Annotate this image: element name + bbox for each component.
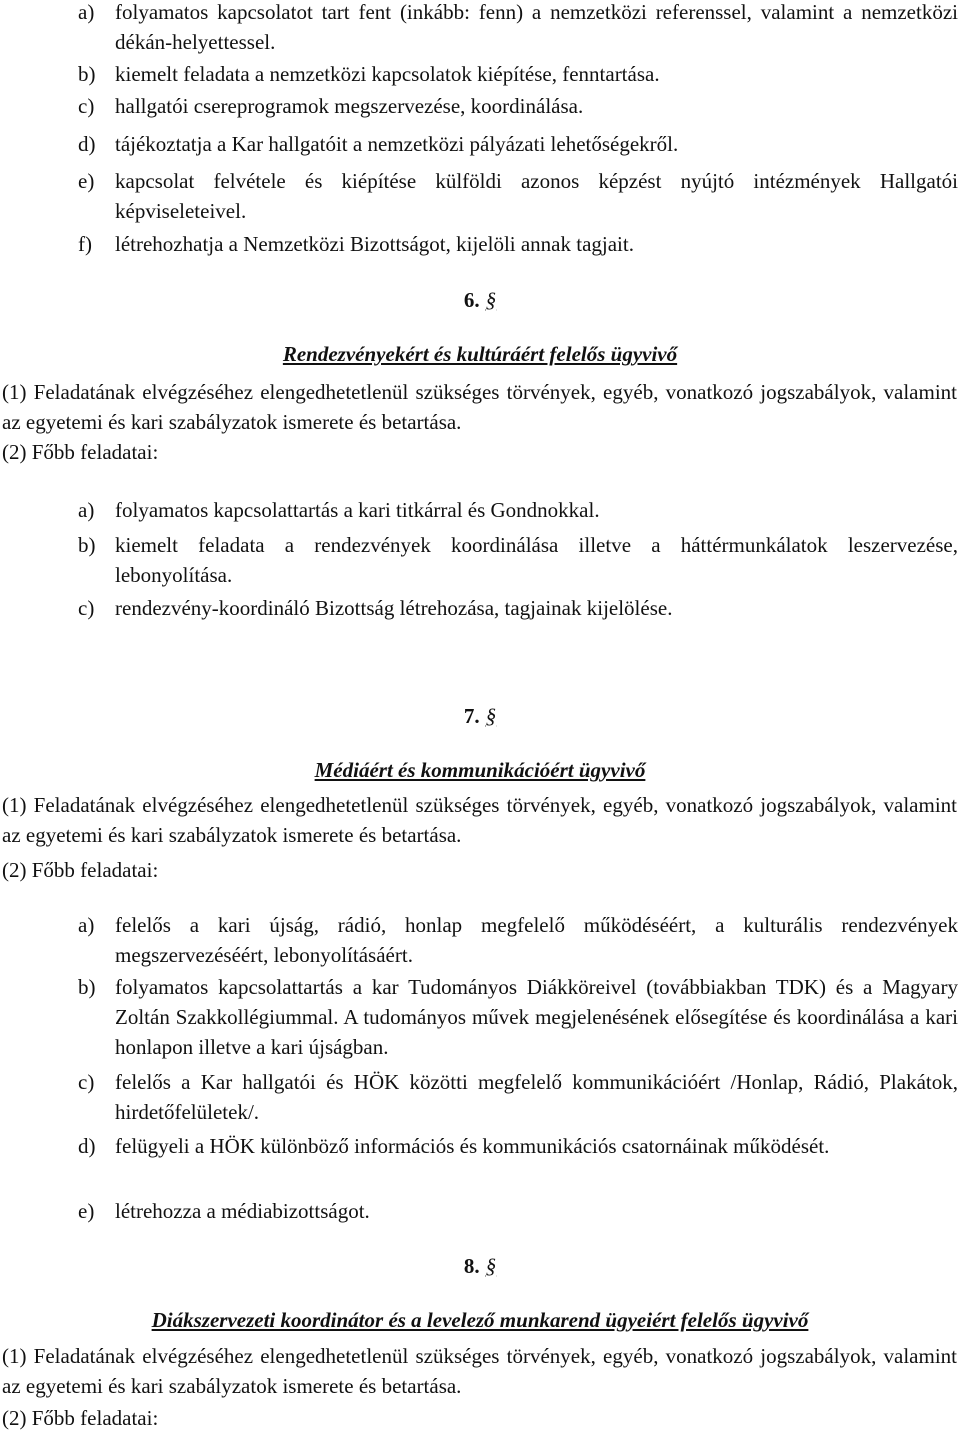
section-number-text: 6. xyxy=(463,288,480,312)
item-text: rendezvény-koordináló Bizottság létrehozása, tagjainak kijelölése. xyxy=(115,596,673,620)
item-text: folyamatos kapcsolattartás a kari titkárral és Gondnokkal. xyxy=(115,498,600,522)
item-label: d) xyxy=(78,132,96,156)
item-label: e) xyxy=(78,169,95,193)
item-text: felelős a kari újság, rádió, honlap megfelelő működéséért, a kulturális rendezvények megszervezéséért, lebonyolításáért. xyxy=(115,913,958,967)
item-text: folyamatos kapcsolatot tart fent (inkább: fenn) a nemzetközi referenssel, valamint a nemzetközi dékán-helyettessel. xyxy=(115,0,958,54)
item-text: kiemelt feladata a nemzetközi kapcsolatok kiépítése, fenntartása. xyxy=(115,62,660,86)
item-label: a) xyxy=(78,498,95,522)
item-text: folyamatos kapcsolattartás a kar Tudományos Diákköreivel (továbbiakban TDK) és a Magyary Zoltán Szakkollégiummal. A tudományos művek megjelenésének elősegítése és koordinálása a kari honlapon illetve a kari újságban. xyxy=(115,975,958,1059)
list-item xyxy=(78,59,958,89)
item-text: létrehozhatja a Nemzetközi Bizottságot, kijelöli annak tagjait. xyxy=(115,232,634,256)
section-symbol: § xyxy=(485,288,497,312)
list-item xyxy=(78,530,958,590)
item-label: a) xyxy=(78,0,95,24)
list-item xyxy=(78,910,958,970)
paragraph-heading: (2) Főbb feladatai: xyxy=(2,858,159,882)
list-item xyxy=(78,166,958,226)
item-label: b) xyxy=(78,533,96,557)
section-symbol: § xyxy=(485,1254,497,1278)
list-item xyxy=(78,1196,958,1226)
item-label: a) xyxy=(78,913,95,937)
list-item xyxy=(78,1067,958,1127)
item-label: c) xyxy=(78,94,95,118)
section-symbol: § xyxy=(485,704,497,728)
item-text: felügyeli a HÖK különböző információs és kommunikációs csatornáinak működését. xyxy=(115,1134,830,1158)
list-item xyxy=(78,129,958,159)
paragraph-heading: (2) Főbb feladatai: xyxy=(2,1406,159,1430)
item-label: b) xyxy=(78,62,96,86)
list-item xyxy=(78,593,958,623)
section-title: Rendezvényekért és kultúráért felelős ügyvivő xyxy=(282,342,678,366)
section-number xyxy=(0,285,960,315)
item-label: c) xyxy=(78,1070,95,1094)
item-label: f) xyxy=(78,232,92,256)
item-text: felelős a Kar hallgatói és HÖK közötti megfelelő kommunikációért /Honlap, Rádió, Plakátok, hirdetőfelületek/. xyxy=(115,1070,958,1124)
section-number xyxy=(0,701,960,731)
item-text: kiemelt feladata a rendezvények koordinálása illetve a háttérmunkálatok leszervezése, lebonyolítása. xyxy=(115,533,958,587)
list-item xyxy=(78,91,958,121)
section-title: Diákszervezeti koordinátor és a levelező munkarend ügyeiért felelős ügyvivő xyxy=(151,1308,809,1332)
item-label: e) xyxy=(78,1199,95,1223)
list-item xyxy=(78,229,958,259)
item-text: hallgatói csereprogramok megszervezése, koordinálása. xyxy=(115,94,584,118)
paragraph: (1) Feladatának elvégzéséhez elengedhetetlenül szükséges törvények, egyéb, vonatkozó jogszabályok, valamint az egyetemi és kari szabályzatok ismerete és betartása. xyxy=(2,380,957,434)
section-number-text: 7. xyxy=(463,704,480,728)
list-item xyxy=(78,495,958,525)
item-text: létrehozza a médiabizottságot. xyxy=(115,1199,370,1223)
section-number-text: 8. xyxy=(463,1254,480,1278)
paragraph-heading: (2) Főbb feladatai: xyxy=(2,440,159,464)
section-number xyxy=(0,1251,960,1281)
paragraph: (1) Feladatának elvégzéséhez elengedhetetlenül szükséges törvények, egyéb, vonatkozó jogszabályok, valamint az egyetemi és kari szabályzatok ismerete és betartása. xyxy=(2,1344,957,1398)
list-item xyxy=(78,972,958,1062)
item-label: b) xyxy=(78,975,96,999)
list-item xyxy=(78,1131,958,1161)
section-title: Médiáért és kommunikációért ügyvivő xyxy=(314,758,646,782)
item-text: kapcsolat felvétele és kiépítése külföldi azonos képzést nyújtó intézmények Hallgatói képviseleteivel. xyxy=(115,169,958,223)
item-label: c) xyxy=(78,596,95,620)
list-item xyxy=(78,0,958,57)
item-text: tájékoztatja a Kar hallgatóit a nemzetközi pályázati lehetőségekről. xyxy=(115,132,679,156)
paragraph: (1) Feladatának elvégzéséhez elengedhetetlenül szükséges törvények, egyéb, vonatkozó jogszabályok, valamint az egyetemi és kari szabályzatok ismerete és betartása. xyxy=(2,793,957,847)
item-label: d) xyxy=(78,1134,96,1158)
